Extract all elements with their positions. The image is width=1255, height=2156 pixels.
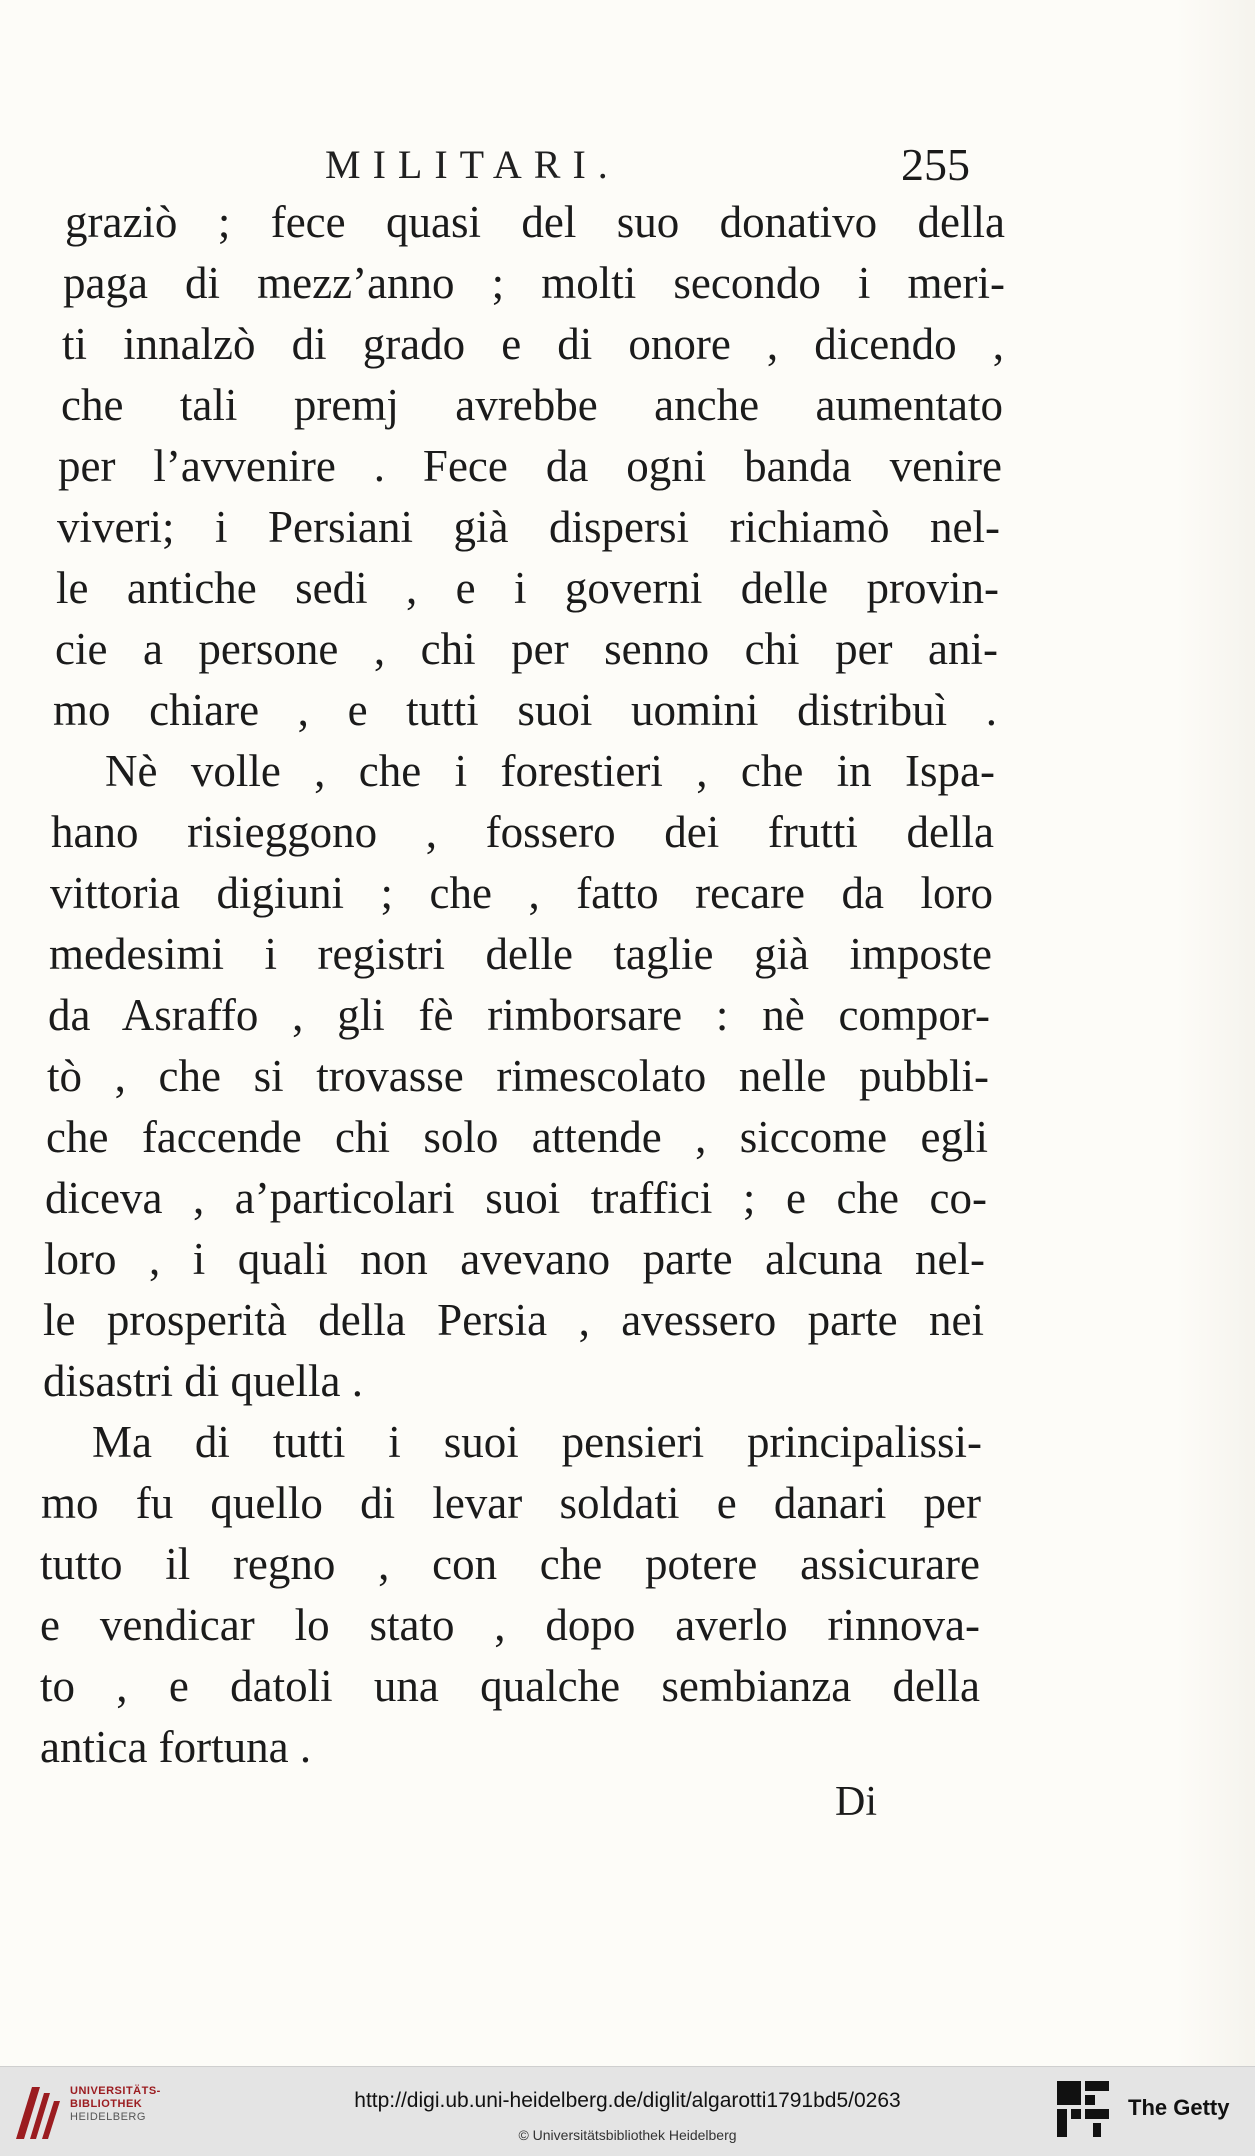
text-line: tutto il regno , con che potere assicurare <box>40 1539 980 1589</box>
text-line: che faccende chi solo attende , siccome egli <box>46 1112 988 1162</box>
running-title: MILITARI. <box>325 142 620 187</box>
text-line: vittoria digiuni ; che , fatto recare da loro <box>50 868 993 918</box>
text-line: diceva , a’particolari suoi traffici ; e che co- <box>45 1173 987 1223</box>
text-line: to , e datoli una qualche sembianza della <box>40 1661 980 1711</box>
viewer-footer <box>0 2066 1255 2156</box>
text-line: medesimi i registri delle taglie già imposte <box>49 929 992 979</box>
text-line: graziò ; fece quasi del suo donativo della <box>65 197 1005 247</box>
text-line: disastri di quella . <box>43 1356 363 1406</box>
text-line: antica fortuna . <box>40 1722 312 1772</box>
text-line: cie a persone , chi per senno chi per ani- <box>55 624 998 674</box>
text-line: per l’avvenire . Fece da ogni banda venire <box>58 441 1002 491</box>
copyright-notice: © Universitätsbibliothek Heidelberg <box>518 2127 737 2143</box>
text-line: da Asraffo , gli fè rimborsare : nè compor- <box>48 990 990 1040</box>
text-line: loro , i quali non avevano parte alcuna nel- <box>44 1234 985 1284</box>
text-line: tò , che si trovasse rimescolato nelle pubbli- <box>47 1051 989 1101</box>
text-line: mo chiare , e tutti suoi uomini distribuì . <box>53 685 997 735</box>
text-line: le antiche sedi , e i governi delle provin- <box>56 563 999 613</box>
text-line: Ma di tutti i suoi pensieri principalissi- <box>92 1417 982 1467</box>
text-line: hano risieggono , fossero dei frutti della <box>51 807 994 857</box>
getty-logo-icon <box>1055 2077 1111 2141</box>
text-line: viveri; i Persiani già dispersi richiamò nel- <box>57 502 1000 552</box>
text-line: mo fu quello di levar soldati e danari per <box>41 1478 981 1528</box>
text-line: Nè volle , che i forestieri , che in Ispa- <box>105 746 995 796</box>
text-line: le prosperità della Persia , avessero parte nei <box>43 1295 984 1345</box>
text-line: che tali premj avrebbe anche aumentato <box>61 380 1003 430</box>
text-line: e vendicar lo stato , dopo averlo rinnova- <box>40 1600 980 1650</box>
university-name-line: HEIDELBERG <box>70 2111 146 2123</box>
catchword: Di <box>835 1779 877 1825</box>
university-name-line: UNIVERSITÄTS- <box>70 2085 161 2097</box>
page-number: 255 <box>901 139 970 190</box>
university-name-line: BIBLIOTHEK <box>70 2098 143 2110</box>
document-url-link[interactable]: http://digi.ub.uni-heidelberg.de/diglit/algarotti1791bd5/0263 <box>354 2089 901 2112</box>
text-line: paga di mezz’anno ; molti secondo i meri- <box>63 258 1005 308</box>
getty-name: The Getty <box>1128 2095 1230 2120</box>
page-header <box>325 135 970 195</box>
text-line: ti innalzò di grado e di onore , dicendo , <box>62 319 1004 369</box>
